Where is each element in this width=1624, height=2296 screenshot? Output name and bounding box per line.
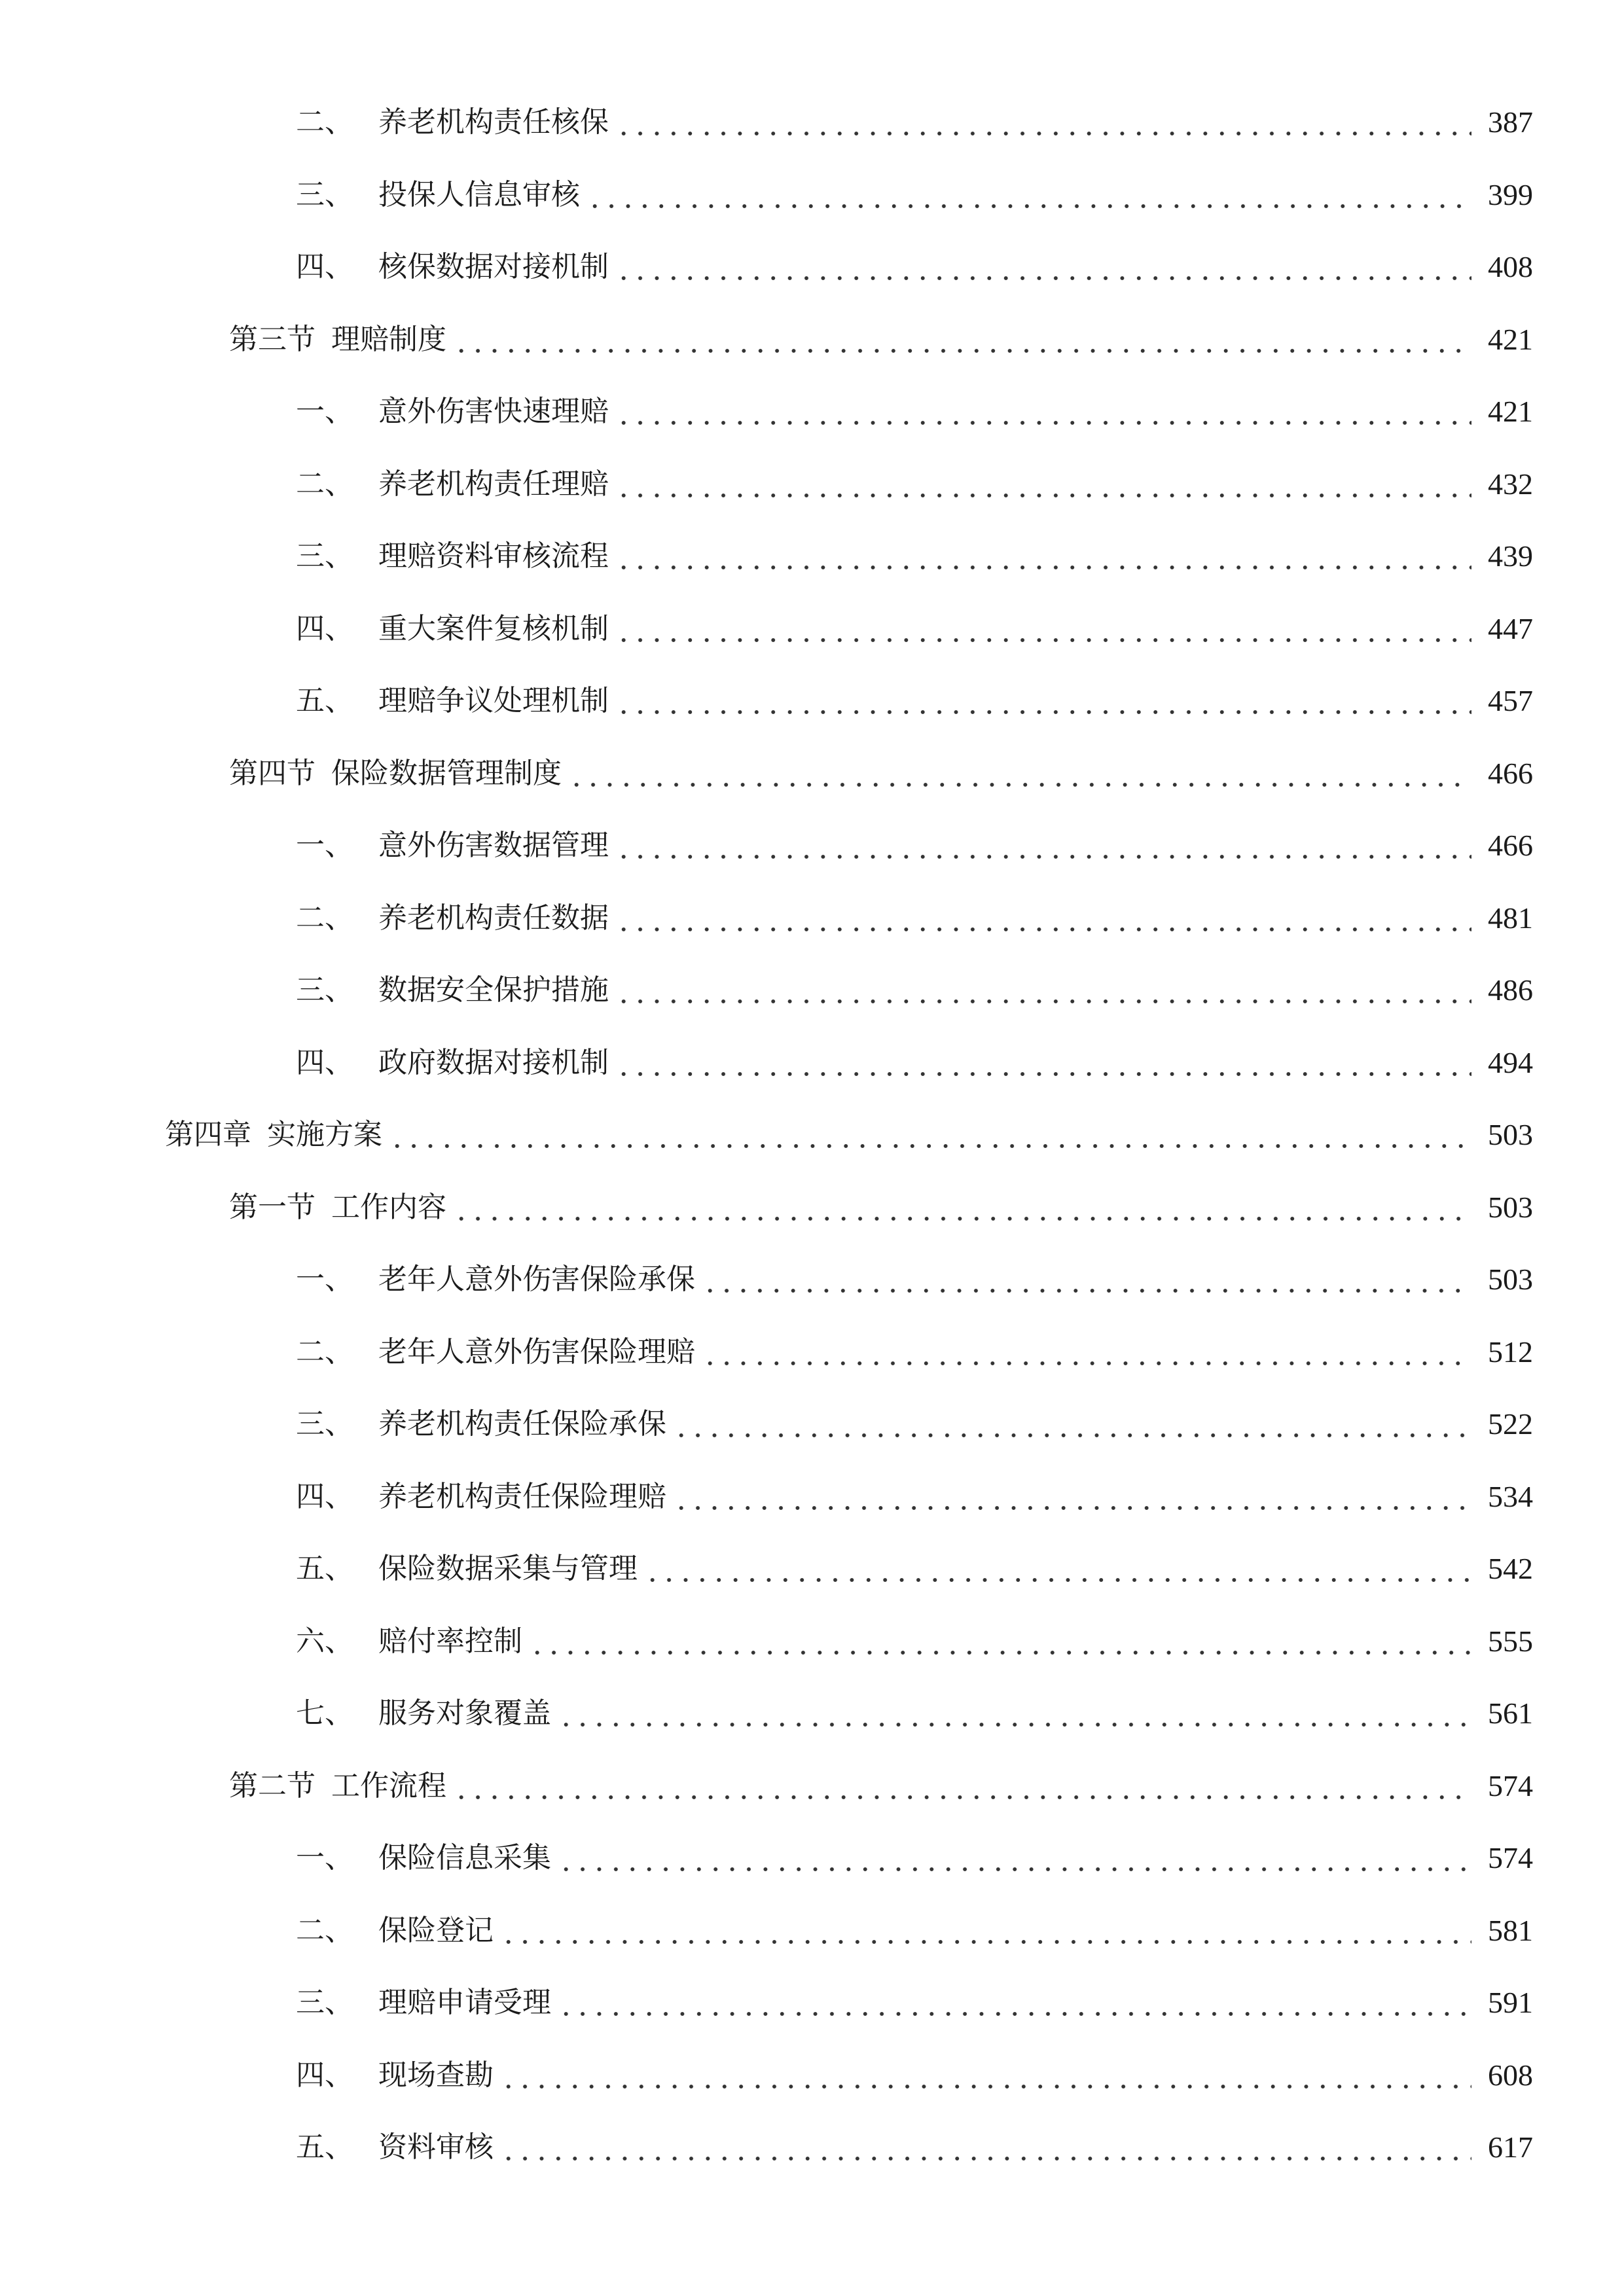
dot-leader xyxy=(673,1479,1471,1515)
toc-entry-number: 四、 xyxy=(296,611,353,645)
dot-leader xyxy=(615,538,1471,575)
toc-entry-page: 591 xyxy=(1488,1986,1533,2020)
toc-entry-page: 466 xyxy=(1488,756,1533,790)
toc-section-entry[interactable] xyxy=(0,304,1624,376)
toc-entry-title: 政府数据对接机制 xyxy=(378,1045,609,1079)
toc-entry-title: 实施方案 xyxy=(267,1118,382,1152)
toc-entry-title: 工作流程 xyxy=(331,1768,446,1803)
toc-entry-number: 一、 xyxy=(296,395,353,429)
toc-entry-title: 养老机构责任保险承保 xyxy=(378,1407,666,1441)
toc-entry-page: 574 xyxy=(1488,1841,1533,1875)
toc-chapter-entry[interactable] xyxy=(0,1099,1624,1172)
toc-entry-page: 503 xyxy=(1488,1263,1533,1297)
toc-entry-page: 387 xyxy=(1488,105,1533,139)
dot-leader xyxy=(615,683,1471,719)
toc-entry-title: 老年人意外伤害保险理赔 xyxy=(378,1335,695,1369)
toc-entry[interactable] xyxy=(0,1967,1624,2039)
toc-entry-title: 现场查勘 xyxy=(378,2058,494,2092)
toc-entry-page: 512 xyxy=(1488,1335,1533,1369)
toc-entry-number: 三、 xyxy=(296,539,353,573)
toc-entry-number: 四、 xyxy=(296,250,353,284)
toc-entry-title: 养老机构责任保险理赔 xyxy=(378,1479,666,1513)
toc-entry-title: 意外伤害数据管理 xyxy=(378,829,609,863)
dot-leader xyxy=(644,1551,1471,1587)
toc-entry[interactable] xyxy=(0,1677,1624,1750)
toc-entry[interactable] xyxy=(0,1533,1624,1605)
dot-leader xyxy=(702,1261,1471,1298)
toc-entry[interactable] xyxy=(0,448,1624,521)
toc-section-entry[interactable] xyxy=(0,738,1624,810)
toc-entry-title: 保险数据管理制度 xyxy=(331,756,562,790)
toc-entry[interactable] xyxy=(0,1388,1624,1461)
table-of-contents xyxy=(0,86,1624,2184)
toc-entry[interactable] xyxy=(0,376,1624,448)
toc-entry-title: 重大案件复核机制 xyxy=(378,611,609,645)
toc-entry-number: 三、 xyxy=(296,177,353,211)
toc-entry[interactable] xyxy=(0,665,1624,738)
toc-entry-page: 481 xyxy=(1488,901,1533,935)
toc-entry[interactable] xyxy=(0,520,1624,593)
toc-entry[interactable] xyxy=(0,954,1624,1027)
dot-leader xyxy=(615,393,1471,430)
toc-entry[interactable] xyxy=(0,882,1624,955)
toc-entry-page: 399 xyxy=(1488,177,1533,211)
toc-entry-title: 工作内容 xyxy=(331,1190,446,1224)
dot-leader xyxy=(389,1117,1471,1153)
dot-leader xyxy=(558,1984,1471,2021)
toc-entry-number: 二、 xyxy=(296,105,353,139)
toc-entry-number: 七、 xyxy=(296,1696,353,1731)
toc-entry-page: 439 xyxy=(1488,539,1533,573)
toc-entry[interactable] xyxy=(0,1244,1624,1316)
toc-entry-page: 608 xyxy=(1488,2058,1533,2092)
dot-leader xyxy=(500,1912,1471,1949)
toc-entry-page: 522 xyxy=(1488,1407,1533,1441)
dot-leader xyxy=(615,827,1471,864)
toc-entry[interactable] xyxy=(0,159,1624,232)
dot-leader xyxy=(615,104,1471,141)
toc-entry-page: 503 xyxy=(1488,1190,1533,1224)
dot-leader xyxy=(615,1045,1471,1081)
toc-entry-title: 保险数据采集与管理 xyxy=(378,1552,638,1586)
toc-entry[interactable] xyxy=(0,231,1624,304)
toc-entry-number: 三、 xyxy=(296,1986,353,2020)
toc-entry-title: 理赔制度 xyxy=(331,322,446,356)
toc-entry[interactable] xyxy=(0,1822,1624,1895)
toc-entry-page: 457 xyxy=(1488,684,1533,718)
toc-entry-title: 赔付率控制 xyxy=(378,1624,522,1658)
toc-entry-number: 三、 xyxy=(296,973,353,1007)
dot-leader xyxy=(615,900,1471,937)
toc-entry-title: 理赔申请受理 xyxy=(378,1986,551,2020)
dot-leader xyxy=(615,972,1471,1009)
toc-section-entry[interactable] xyxy=(0,1172,1624,1244)
dot-leader xyxy=(586,177,1471,213)
dot-leader xyxy=(615,466,1471,503)
toc-entry-number: 二、 xyxy=(296,1335,353,1369)
toc-entry-title: 理赔争议处理机制 xyxy=(378,684,609,718)
toc-entry-page: 466 xyxy=(1488,829,1533,863)
toc-entry-page: 534 xyxy=(1488,1479,1533,1513)
toc-entry-page: 432 xyxy=(1488,467,1533,501)
dot-leader xyxy=(453,1189,1471,1226)
toc-entry-number: 四、 xyxy=(296,2058,353,2092)
toc-entry-page: 447 xyxy=(1488,611,1533,645)
toc-entry-title: 老年人意外伤害保险承保 xyxy=(378,1263,695,1297)
toc-entry-page: 574 xyxy=(1488,1768,1533,1803)
dot-leader xyxy=(500,2057,1471,2094)
toc-entry-number: 第二节 xyxy=(229,1768,316,1803)
dot-leader xyxy=(615,611,1471,647)
toc-entry[interactable] xyxy=(0,1461,1624,1534)
toc-entry-title: 核保数据对接机制 xyxy=(378,250,609,284)
toc-entry-number: 六、 xyxy=(296,1624,353,1658)
toc-entry-number: 第四章 xyxy=(165,1118,251,1152)
toc-entry-page: 421 xyxy=(1488,322,1533,356)
toc-entry-page: 408 xyxy=(1488,250,1533,284)
toc-entry-number: 五、 xyxy=(296,1552,353,1586)
dot-leader xyxy=(615,249,1471,285)
toc-entry[interactable] xyxy=(0,2111,1624,2184)
toc-entry-page: 486 xyxy=(1488,973,1533,1007)
toc-entry-title: 服务对象覆盖 xyxy=(378,1696,551,1731)
dot-leader xyxy=(558,1840,1471,1876)
toc-entry[interactable] xyxy=(0,593,1624,666)
toc-entry[interactable] xyxy=(0,86,1624,159)
toc-entry-page: 542 xyxy=(1488,1552,1533,1586)
toc-entry-title: 养老机构责任理赔 xyxy=(378,467,609,501)
toc-entry-page: 581 xyxy=(1488,1913,1533,1947)
toc-entry-title: 养老机构责任核保 xyxy=(378,105,609,139)
toc-entry[interactable] xyxy=(0,1605,1624,1678)
toc-entry-number: 二、 xyxy=(296,901,353,935)
dot-leader xyxy=(558,1695,1471,1732)
toc-entry-page: 421 xyxy=(1488,395,1533,429)
toc-entry-number: 一、 xyxy=(296,1263,353,1297)
toc-entry-title: 保险信息采集 xyxy=(378,1841,551,1875)
toc-entry-page: 561 xyxy=(1488,1696,1533,1731)
dot-leader xyxy=(702,1334,1471,1371)
toc-entry-title: 意外伤害快速理赔 xyxy=(378,395,609,429)
toc-entry-page: 555 xyxy=(1488,1624,1533,1658)
toc-entry-title: 资料审核 xyxy=(378,2130,494,2164)
toc-entry-number: 一、 xyxy=(296,1841,353,1875)
toc-entry-number: 二、 xyxy=(296,467,353,501)
toc-entry-title: 养老机构责任数据 xyxy=(378,901,609,935)
dot-leader xyxy=(500,2129,1471,2166)
toc-entry-number: 一、 xyxy=(296,829,353,863)
toc-entry-title: 投保人信息审核 xyxy=(378,177,580,211)
dot-leader xyxy=(673,1406,1471,1443)
dot-leader xyxy=(453,1768,1471,1804)
toc-entry-number: 五、 xyxy=(296,2130,353,2164)
toc-entry-page: 617 xyxy=(1488,2130,1533,2164)
toc-entry-number: 四、 xyxy=(296,1479,353,1513)
dot-leader xyxy=(453,321,1471,358)
toc-entry-title: 保险登记 xyxy=(378,1913,494,1947)
toc-section-entry[interactable] xyxy=(0,1750,1624,1823)
toc-entry-number: 五、 xyxy=(296,684,353,718)
toc-entry-title: 理赔资料审核流程 xyxy=(378,539,609,573)
toc-entry-number: 第三节 xyxy=(229,322,316,356)
toc-entry-number: 二、 xyxy=(296,1913,353,1947)
toc-entry-number: 四、 xyxy=(296,1045,353,1079)
toc-entry-number: 第一节 xyxy=(229,1190,316,1224)
toc-entry-number: 三、 xyxy=(296,1407,353,1441)
dot-leader xyxy=(568,755,1471,792)
toc-entry[interactable] xyxy=(0,1027,1624,1100)
dot-leader xyxy=(529,1623,1471,1660)
toc-entry-page: 503 xyxy=(1488,1118,1533,1152)
toc-entry[interactable] xyxy=(0,1316,1624,1389)
toc-entry[interactable] xyxy=(0,2039,1624,2112)
toc-entry[interactable] xyxy=(0,1895,1624,1967)
toc-entry[interactable] xyxy=(0,810,1624,882)
toc-entry-number: 第四节 xyxy=(229,756,316,790)
toc-entry-title: 数据安全保护措施 xyxy=(378,973,609,1007)
toc-entry-page: 494 xyxy=(1488,1045,1533,1079)
